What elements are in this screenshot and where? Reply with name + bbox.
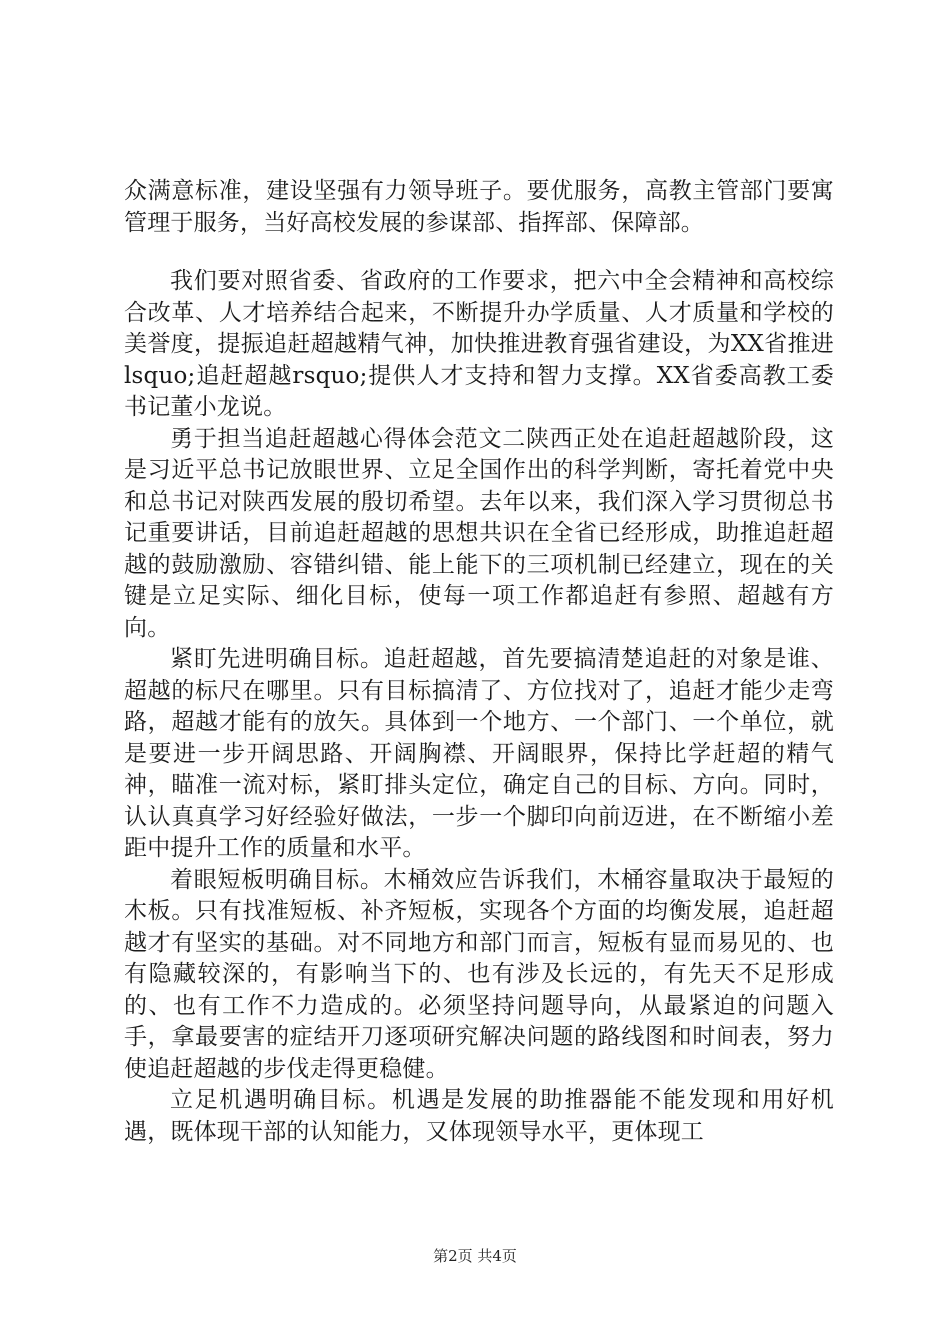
paragraph-6: 立足机遇明确目标。机遇是发展的助推器能不能发现和用好机遇，既体现干部的认知能力，又体现领导水平，更体现工 [124,1087,834,1145]
page-footer: 第2页 共4页 [433,1247,517,1265]
paragraph-gap [124,239,834,266]
document-body [124,176,834,1148]
paragraph-2: 我们要对照省委、省政府的工作要求，把六中全会精神和高校综合改革、人才培养结合起来，不断提升办学质量、人才质量和学校的美誉度，提振追赶超越精气神，加快推进教育强省建设，为XX省推进lsquo;追赶超越rsquo;提供人才支持和智力支撑。XX省委高教工委书记董小龙说。 [124,268,834,420]
paragraph-1: 众满意标准，建设坚强有力领导班子。要优服务，高教主管部门要寓管理于服务，当好高校发展的参谋部、指挥部、保障部。 [124,178,834,236]
paragraph-5: 着眼短板明确目标。木桶效应告诉我们，木桶容量取决于最短的木板。只有找准短板、补齐短板，实现各个方面的均衡发展，追赶超越才有坚实的基础。对不同地方和部门而言，短板有显而易见的、也有隐藏较深的，有影响当下的、也有涉及长远的，有先天不足形成的、也有工作不力造成的。必须坚持问题导向，从最紧迫的问题入手，拿最要害的症结开刀逐项研究解决问题的路线图和时间表，努力使追赶超越的步伐走得更稳健。 [124,866,834,1082]
paragraph-4: 紧盯先进明确目标。追赶超越，首先要搞清楚追赶的对象是谁、超越的标尺在哪里。只有目标搞清了、方位找对了，追赶才能少走弯路，超越才能有的放矢。具体到一个地方、一个部门、一个单位，就是要进一步开阔思路、开阔胸襟、开阔眼界，保持比学赶超的精气神，瞄准一流对标，紧盯排头定位，确定自己的目标、方向。同时，认认真真学习好经验好做法，一步一个脚印向前迈进，在不断缩小差距中提升工作的质量和水平。 [124,646,834,861]
paragraph-3: 勇于担当追赶超越心得体会范文二陕西正处在追赶超越阶段，这是习近平总书记放眼世界、立足全国作出的科学判断，寄托着党中央和总书记对陕西发展的殷切希望。去年以来，我们深入学习贯彻总书记重要讲话，目前追赶超越的思想共识在全省已经形成，助推追赶超越的鼓励激励、容错纠错、能上能下的三项机制已经建立，现在的关键是立足实际、细化目标，使每一项工作都追赶有参照、超越有方向。 [124,425,834,641]
